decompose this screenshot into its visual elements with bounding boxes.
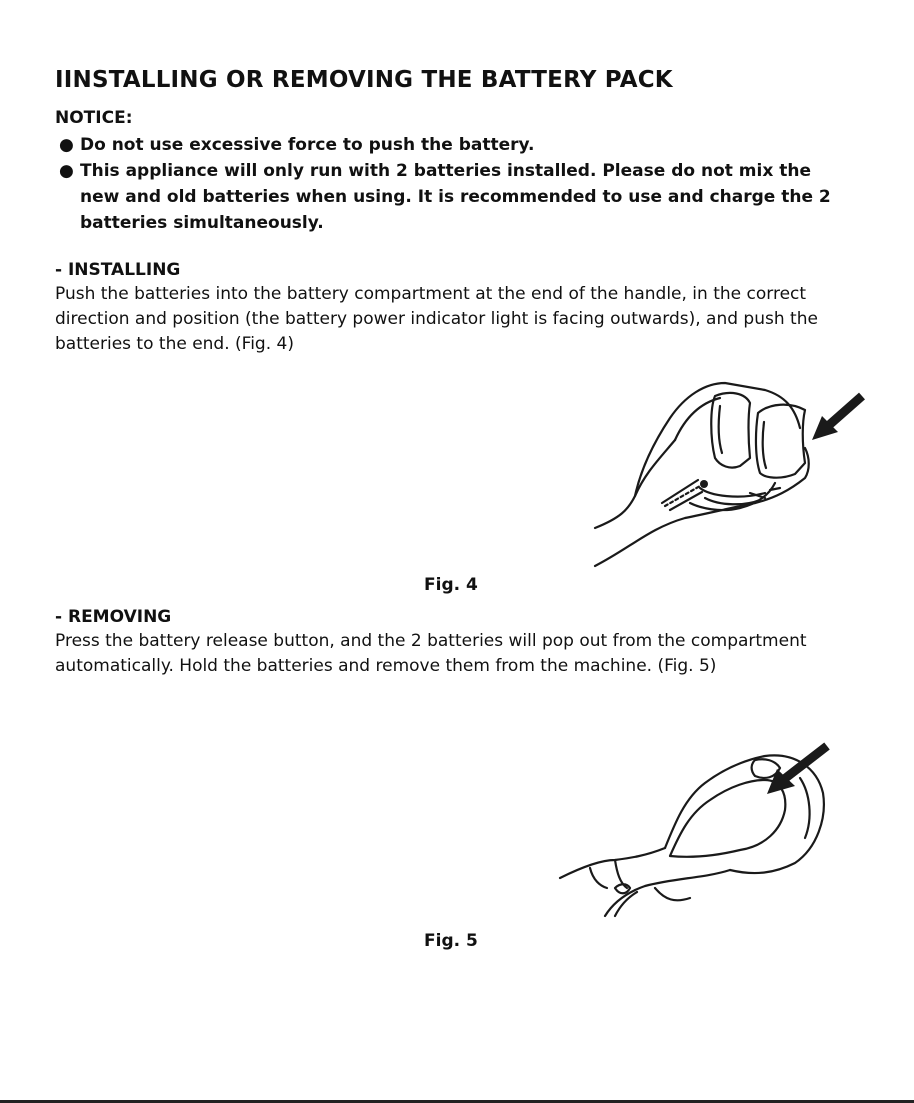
removing-section xyxy=(55,605,855,679)
page-title: IINSTALLING OR REMOVING THE BATTERY PACK xyxy=(55,67,673,93)
fig4-battery-install-illustration xyxy=(330,378,914,573)
bullet-icon: ● xyxy=(59,135,74,155)
push-arrow-icon xyxy=(812,396,862,440)
fig5-battery-remove-illustration xyxy=(300,738,914,920)
notice-item xyxy=(55,132,855,158)
notice-list xyxy=(55,132,855,236)
fig5-caption: Fig. 5 xyxy=(424,931,478,951)
bullet-icon: ● xyxy=(59,161,74,181)
installing-heading: - INSTALLING xyxy=(55,260,181,280)
press-arrow-icon xyxy=(767,746,827,794)
removing-text: Press the battery release button, and the 2 batteries will pop out from the compartment automatically. Hold the batteries and remove them from the machine. (Fig. 5) xyxy=(55,631,807,676)
notice-item-text: Do not use excessive force to push the battery. xyxy=(80,135,535,155)
notice-item-text: This appliance will only run with 2 batteries installed. Please do not mix the new and old batteries when using. It is recommended to use and charge the 2 batteries simultaneously. xyxy=(80,161,831,233)
notice-item xyxy=(55,158,855,236)
installing-text: Push the batteries into the battery compartment at the end of the handle, in the correct direction and position (the battery power indicator light is facing outwards), and push the batteries to the end. (Fig. 4) xyxy=(55,284,818,354)
manual-page xyxy=(55,64,855,357)
fig4-caption: Fig. 4 xyxy=(424,575,478,595)
notice-heading: NOTICE: xyxy=(55,108,133,128)
removing-heading: - REMOVING xyxy=(55,607,172,627)
